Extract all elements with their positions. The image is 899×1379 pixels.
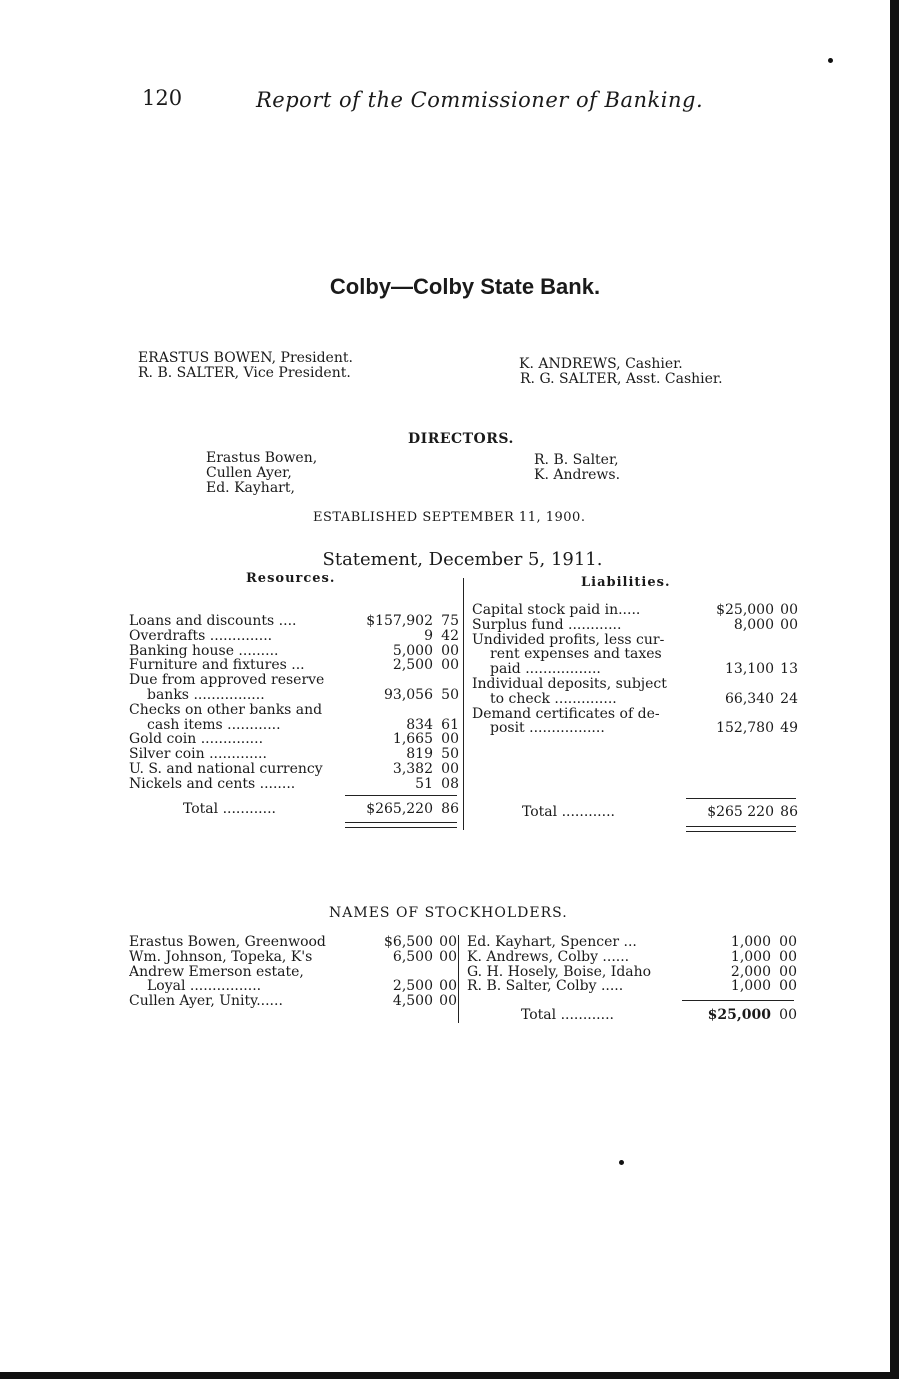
stockholders-heading: NAMES OF STOCKHOLDERS. — [329, 905, 568, 921]
stockholder-row — [129, 935, 457, 950]
resources-table — [129, 614, 459, 792]
directors-left — [206, 451, 317, 496]
page-number: 120 — [142, 86, 183, 110]
line-item-amount: $157,902 — [366, 613, 433, 629]
officer-asst-cashier: R. G. SALTER, Asst. Cashier. — [520, 371, 723, 387]
liabilities-double-rule — [686, 826, 796, 832]
line-item-amount — [694, 677, 774, 692]
director-name: Cullen Ayer, — [206, 465, 292, 481]
line-item-cents: 00 — [441, 657, 459, 674]
line-item-label: paid ................. — [490, 662, 601, 677]
line-item-cents: 00 — [441, 760, 459, 777]
line-item-cents: 00 — [441, 642, 459, 659]
director-name: Ed. Kayhart, — [206, 480, 295, 496]
line-item-cents: 24 — [780, 690, 798, 707]
resource-row — [129, 762, 459, 777]
liability-row — [472, 721, 798, 736]
stockholders-total-label: Total ............ — [521, 1008, 614, 1023]
resources-double-rule — [345, 822, 457, 828]
line-item-cents: 00 — [780, 616, 798, 633]
liability-row — [472, 647, 798, 662]
liability-row — [472, 692, 798, 707]
line-item-cents: 00 — [439, 934, 457, 950]
line-item-amount: 66,340 — [725, 690, 774, 707]
line-item-amount — [355, 703, 433, 718]
stockholder-row — [467, 950, 797, 965]
liability-row — [472, 633, 798, 648]
resources-total-label: Total ............ — [183, 802, 276, 817]
line-item-label: rent expenses and taxes — [490, 647, 662, 663]
stockholder-row — [129, 994, 457, 1009]
resources-total-row — [129, 802, 459, 817]
line-item-label: Demand certificates of de- — [472, 706, 660, 722]
line-item-amount — [355, 673, 433, 688]
running-title: Report of the Commissioner of Banking. — [256, 88, 704, 112]
line-item-amount: 13,100 — [725, 661, 774, 678]
stockholders-total-cents: 00 — [779, 1007, 797, 1023]
line-item-label: U. S. and national currency — [129, 761, 323, 777]
stockholders-total-row — [467, 1008, 797, 1023]
line-item-cents: 00 — [779, 978, 797, 995]
resources-total-amount: $265,220 — [366, 801, 433, 817]
stockholders-rule — [682, 1000, 794, 1001]
resource-row — [129, 732, 459, 747]
resource-row — [129, 673, 459, 688]
resource-row — [129, 718, 459, 733]
line-item-label: Overdrafts .............. — [129, 628, 273, 644]
line-item-amount: 8,000 — [733, 616, 774, 633]
line-item-cents: 42 — [441, 627, 459, 644]
ink-speck — [619, 1160, 624, 1165]
line-item-amount: 152,780 — [716, 720, 774, 737]
line-item-cents: 50 — [441, 686, 459, 703]
line-item-label: cash items ............ — [147, 717, 281, 733]
liability-row — [472, 707, 798, 722]
line-item-label: K. Andrews, Colby ...... — [467, 949, 630, 965]
line-item-label: Banking house ......... — [129, 643, 279, 659]
line-item-amount: 2,000 — [730, 963, 771, 980]
line-item-label: Capital stock paid in..... — [472, 603, 641, 618]
stockholder-row — [129, 965, 457, 980]
line-item-amount: 2,500 — [392, 657, 433, 674]
resources-heading: Resources. — [246, 571, 336, 586]
line-item-cents — [433, 965, 457, 980]
line-item-cents: 00 — [441, 731, 459, 748]
liabilities-rule — [686, 798, 796, 799]
line-item-label: R. B. Salter, Colby ..... — [467, 979, 624, 995]
stockholder-row — [467, 935, 797, 950]
line-item-cents: 08 — [441, 775, 459, 792]
line-item-cents: 50 — [441, 746, 459, 763]
line-item-amount: 3,382 — [392, 760, 433, 777]
resources-total-cents: 86 — [441, 801, 459, 817]
liabilities-heading: Liabilities. — [581, 575, 671, 590]
resource-row — [129, 703, 459, 718]
liabilities-total-row — [472, 805, 798, 820]
line-item-cents: 00 — [439, 993, 457, 1010]
stockholders-right-table — [467, 935, 797, 994]
line-item-cents — [774, 707, 798, 722]
line-item-cents: 00 — [779, 963, 797, 980]
line-item-amount: $25,000 — [716, 602, 774, 618]
liability-row — [472, 603, 798, 618]
bank-title: Colby—Colby State Bank. — [329, 274, 601, 299]
line-item-amount: $6,500 — [384, 934, 433, 950]
line-item-cents: 00 — [439, 948, 457, 965]
line-item-label: Cullen Ayer, Unity...... — [129, 994, 283, 1009]
line-item-label: Checks on other banks and — [129, 702, 323, 718]
resource-row — [129, 777, 459, 792]
directors-heading: DIRECTORS. — [408, 431, 514, 447]
line-item-cents — [774, 677, 798, 692]
officers-right — [519, 357, 723, 387]
stockholder-row — [129, 950, 457, 965]
liabilities-total-amount: $265 220 — [707, 804, 774, 820]
line-item-amount: 9 — [424, 627, 433, 644]
resource-row — [129, 658, 459, 673]
line-item-label: to check .............. — [490, 691, 617, 707]
liability-row — [472, 677, 798, 692]
officer-president: ERASTUS BOWEN, President. — [138, 350, 353, 366]
line-item-label: Wm. Johnson, Topeka, K's — [129, 949, 313, 965]
line-item-cents: 13 — [780, 661, 798, 678]
line-item-label: Erastus Bowen, Greenwood — [129, 935, 326, 950]
line-item-cents: 49 — [780, 720, 798, 737]
line-item-cents — [774, 633, 798, 648]
line-item-cents — [774, 647, 798, 662]
line-item-label: Loyal ................ — [147, 979, 262, 995]
line-item-cents: 75 — [441, 613, 459, 629]
director-name: K. Andrews. — [534, 467, 621, 483]
resource-row — [129, 644, 459, 659]
stockholder-row — [129, 979, 457, 994]
resource-row — [129, 629, 459, 644]
ink-speck — [828, 58, 833, 63]
line-item-amount: 1,000 — [730, 948, 771, 965]
line-item-amount: 1,000 — [730, 934, 771, 950]
stockholders-left-table — [129, 935, 457, 1009]
line-item-amount: 5,000 — [392, 642, 433, 659]
line-item-cents — [433, 673, 459, 688]
line-item-amount: 6,500 — [392, 948, 433, 965]
director-name: R. B. Salter, — [534, 452, 619, 468]
line-item-amount: 4,500 — [392, 993, 433, 1010]
line-item-amount: 834 — [406, 716, 433, 733]
officer-vice-president: R. B. SALTER, Vice President. — [138, 365, 351, 381]
stockholders-divider — [458, 935, 459, 1023]
line-item-label: Ed. Kayhart, Spencer ... — [467, 935, 637, 950]
liabilities-total-cents: 86 — [780, 804, 798, 820]
line-item-amount — [355, 965, 433, 980]
line-item-label: Silver coin ............. — [129, 747, 267, 762]
statement-title: Statement, December 5, 1911. — [322, 549, 603, 570]
directors-right — [534, 453, 620, 483]
line-item-amount — [694, 647, 774, 662]
line-item-label: banks ................ — [147, 687, 265, 703]
line-item-amount: 819 — [406, 746, 433, 763]
line-item-label: G. H. Hosely, Boise, Idaho — [467, 964, 652, 980]
resources-rule — [345, 795, 457, 796]
line-item-amount — [694, 707, 774, 722]
line-item-label: posit ................. — [490, 721, 605, 737]
line-item-label: Furniture and fixtures ... — [129, 658, 305, 674]
director-name: Erastus Bowen, — [206, 450, 318, 466]
resource-row — [129, 688, 459, 703]
liabilities-total-label: Total ............ — [522, 805, 615, 820]
stockholder-row — [467, 979, 797, 994]
line-item-cents: 00 — [779, 934, 797, 950]
resource-row — [129, 614, 459, 629]
line-item-label: Nickels and cents ........ — [129, 776, 296, 792]
scan-border-right — [890, 0, 899, 1379]
line-item-label: Individual deposits, subject — [472, 676, 667, 692]
line-item-label: Surplus fund ............ — [472, 617, 622, 633]
liability-row — [472, 662, 798, 677]
line-item-amount: 93,056 — [384, 686, 433, 703]
line-item-label: Gold coin .............. — [129, 732, 264, 748]
scan-border-bottom — [0, 1372, 899, 1379]
established-date: ESTABLISHED SEPTEMBER 11, 1900. — [313, 510, 586, 525]
officers-left — [138, 351, 353, 381]
line-item-amount: 2,500 — [392, 978, 433, 995]
line-item-amount: 51 — [415, 775, 433, 792]
officer-cashier: K. ANDREWS, Cashier. — [519, 356, 683, 372]
liabilities-table — [472, 603, 798, 736]
stockholders-total-amount: $25,000 — [707, 1007, 771, 1023]
line-item-label: Loans and discounts .... — [129, 614, 297, 629]
stockholder-row — [467, 965, 797, 980]
resource-row — [129, 747, 459, 762]
column-divider — [463, 578, 464, 830]
liability-row — [472, 618, 798, 633]
line-item-cents: 00 — [439, 978, 457, 995]
line-item-cents: 61 — [441, 716, 459, 733]
line-item-amount: 1,000 — [730, 978, 771, 995]
line-item-cents: 00 — [779, 948, 797, 965]
line-item-label: Andrew Emerson estate, — [129, 964, 304, 980]
line-item-amount: 1,665 — [392, 731, 433, 748]
line-item-label: Due from approved reserve — [129, 673, 325, 688]
line-item-cents — [433, 703, 459, 718]
line-item-amount — [694, 633, 774, 648]
line-item-cents: 00 — [780, 602, 798, 618]
line-item-label: Undivided profits, less cur- — [472, 632, 665, 648]
